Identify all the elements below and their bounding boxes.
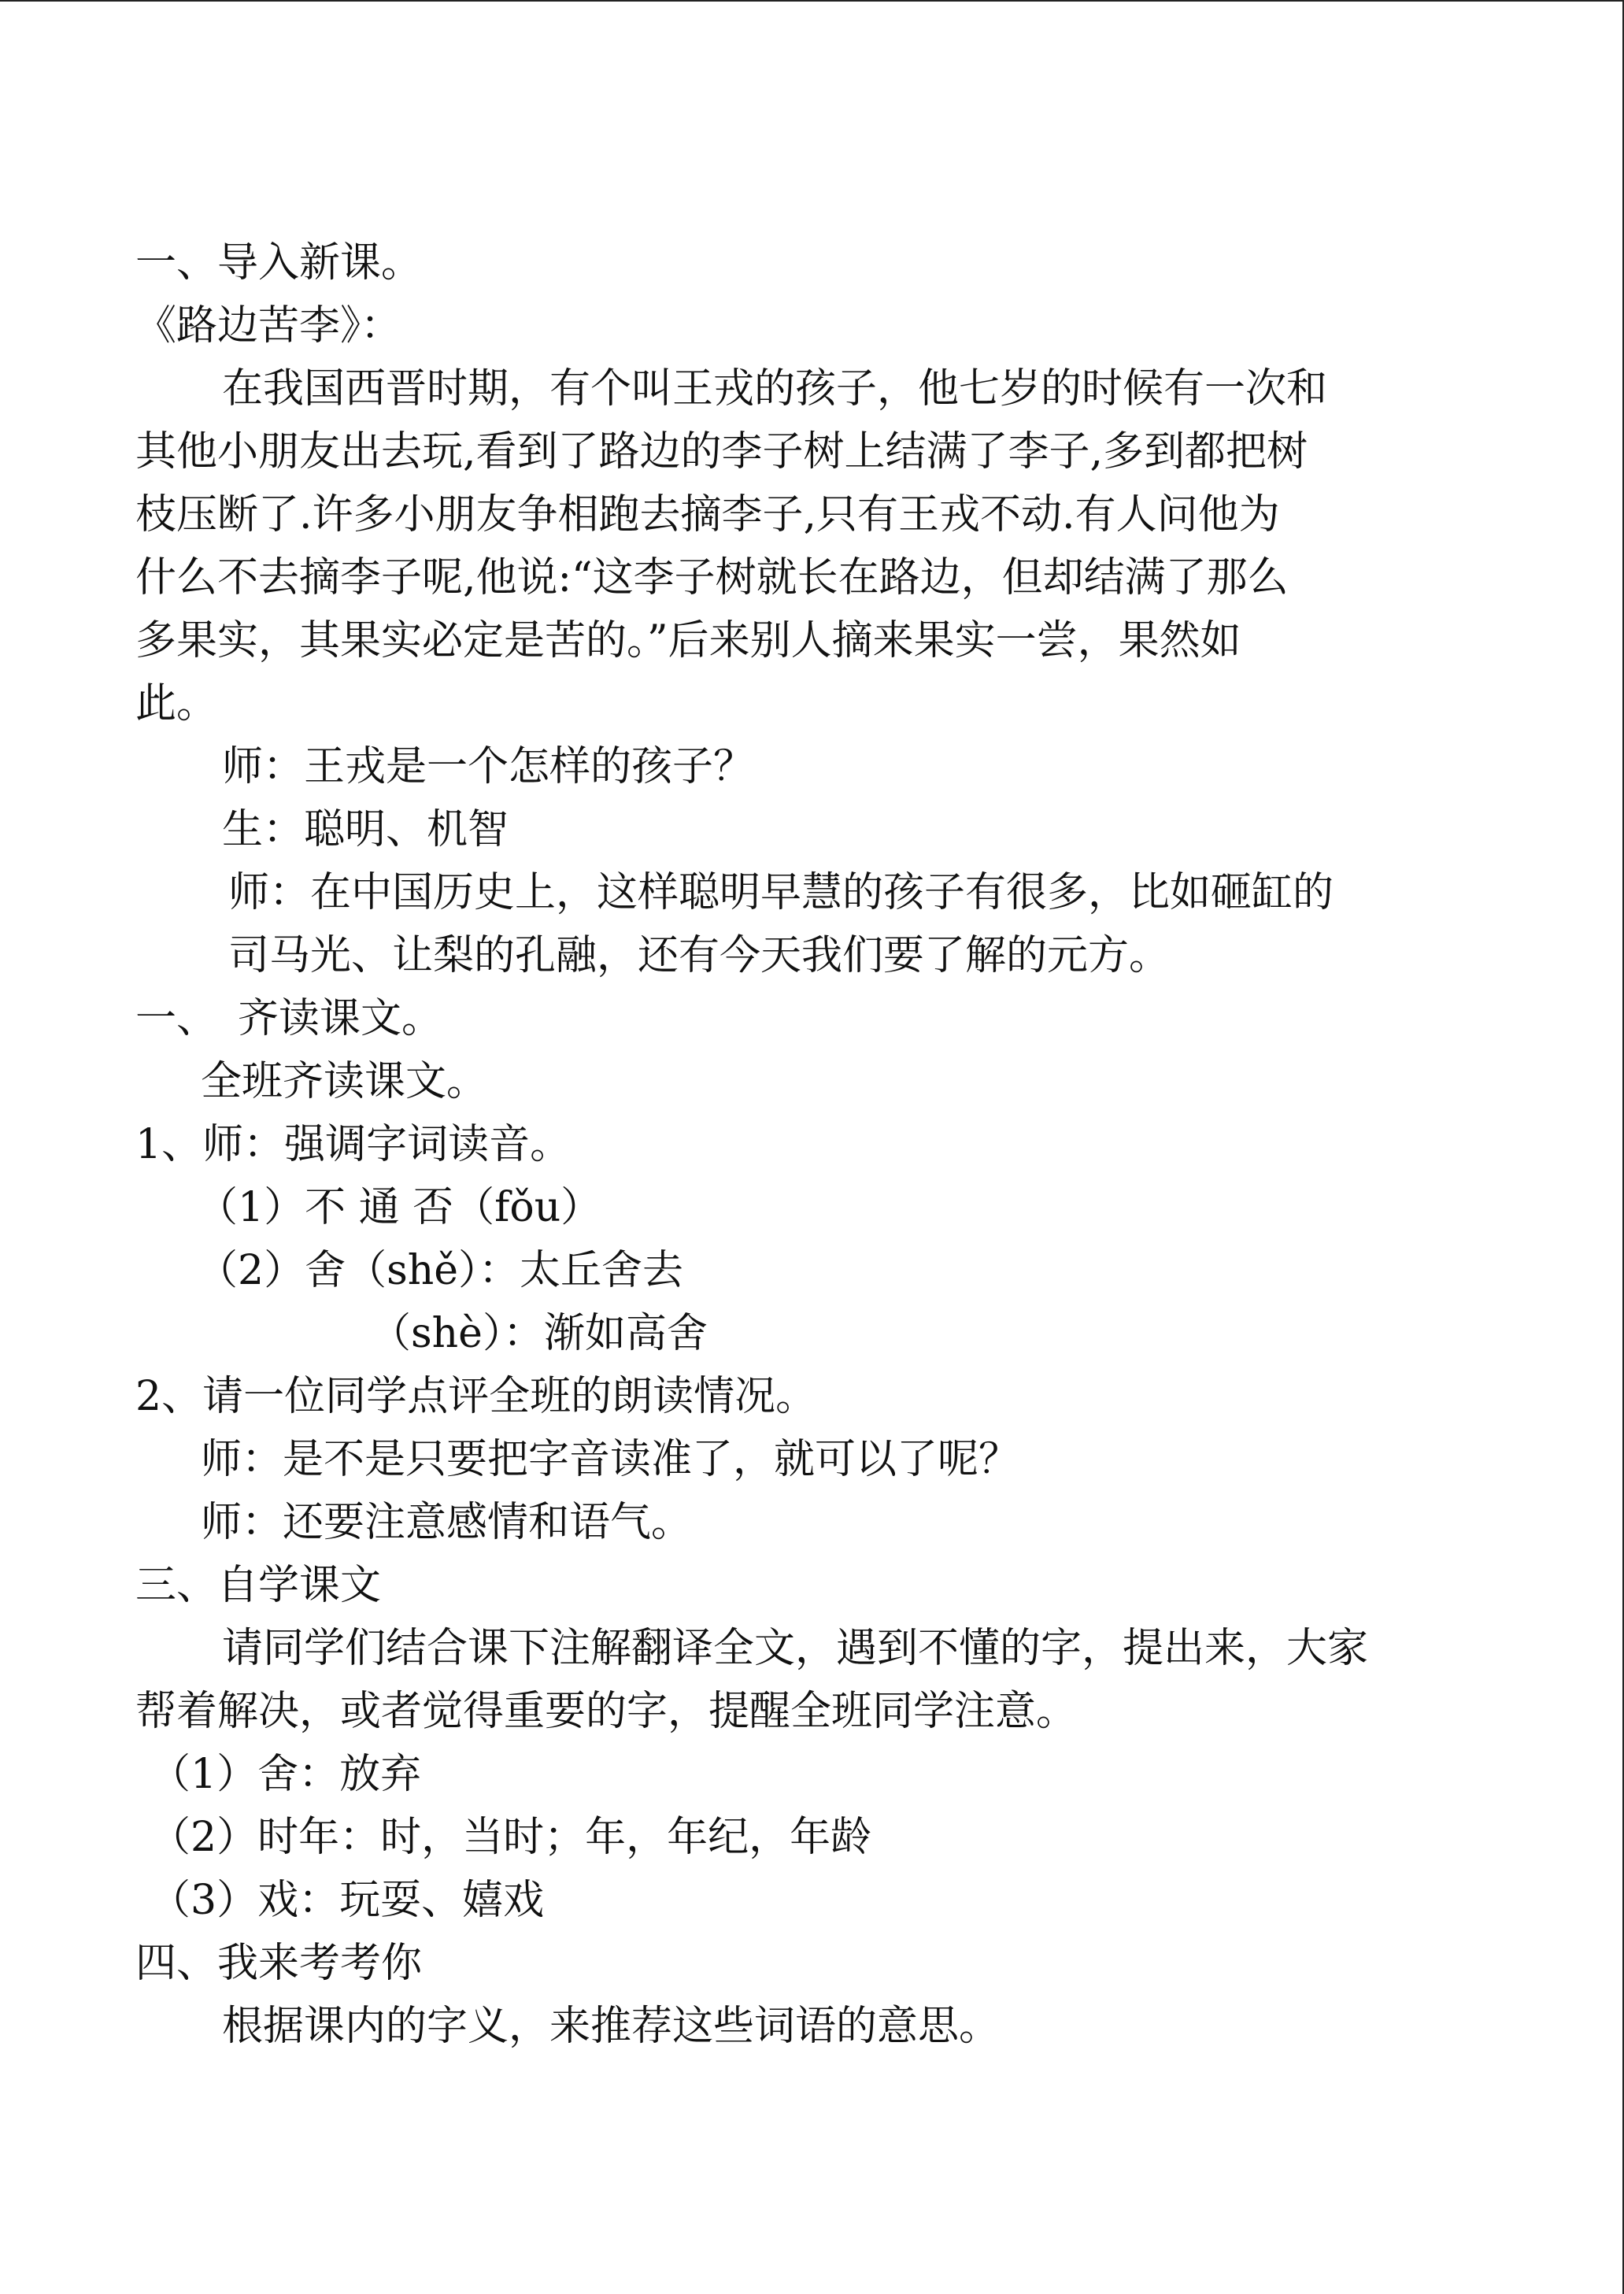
section-heading-self-study: 三、自学课文 [135, 1562, 382, 1609]
dialogue-line: 师：王戎是一个怎样的孩子？ [222, 743, 755, 790]
paragraph-line: 枝压断了.许多小朋友争相跑去摘李子,只有王戎不动.有人问他为 [135, 491, 1280, 538]
paragraph-line: 根据课内的字义，来推荐这些词语的意思。 [222, 2003, 1001, 2050]
list-item: （3）戏：玩耍、嬉戏 [150, 1877, 545, 1924]
paragraph-line: 什么不去摘李子呢,他说:“这李子树就长在路边，但却结满了那么 [135, 554, 1289, 601]
list-item: 2、请一位同学点评全班的朗读情况。 [135, 1373, 817, 1420]
section-heading-intro: 一、导入新课。 [135, 239, 423, 287]
list-item: （shè）：渐如高舍 [370, 1310, 708, 1357]
paragraph-line: 多果实，其果实必定是苦的。”后来别人摘来果实一尝，果然如 [135, 617, 1241, 664]
dialogue-line: 司马光、让梨的孔融，还有今天我们要了解的元方。 [228, 932, 1171, 979]
paragraph-line: 在我国西晋时期，有个叫王戎的孩子，他七岁的时候有一次和 [222, 365, 1328, 413]
dialogue-line: 生：聪明、机智 [222, 806, 509, 853]
list-item: （1）舍：放弃 [150, 1751, 422, 1798]
dialogue-line: 师：是不是只要把字音读准了，就可以了呢？ [201, 1436, 1020, 1483]
list-item: 1、师：强调字词读音。 [135, 1121, 572, 1168]
list-item: （1）不 通 否（fǒu） [197, 1184, 602, 1231]
dialogue-line: 师：还要注意感情和语气。 [201, 1499, 693, 1546]
list-item: （2）时年：时，当时；年，年纪，年龄 [150, 1814, 872, 1861]
paragraph-line: 全班齐读课文。 [201, 1058, 488, 1105]
dialogue-line: 师：在中国历史上，这样聪明早慧的孩子有很多，比如砸缸的 [228, 869, 1334, 916]
section-heading-quiz: 四、我来考考你 [135, 1940, 423, 1987]
paragraph-line: 帮着解决，或者觉得重要的字，提醒全班同学注意。 [135, 1688, 1078, 1735]
story-title: 《路边苦李》： [135, 302, 402, 350]
paragraph-line: 其他小朋友出去玩,看到了路边的李子树上结满了李子,多到都把树 [135, 428, 1308, 475]
paragraph-line: 请同学们结合课下注解翻译全文，遇到不懂的字，提出来，大家 [222, 1625, 1369, 1672]
list-item: （2）舍（shě）：太丘舍去 [197, 1247, 684, 1294]
paragraph-line: 此。 [135, 680, 218, 727]
section-heading-read: 一、 齐读课文。 [135, 995, 443, 1042]
